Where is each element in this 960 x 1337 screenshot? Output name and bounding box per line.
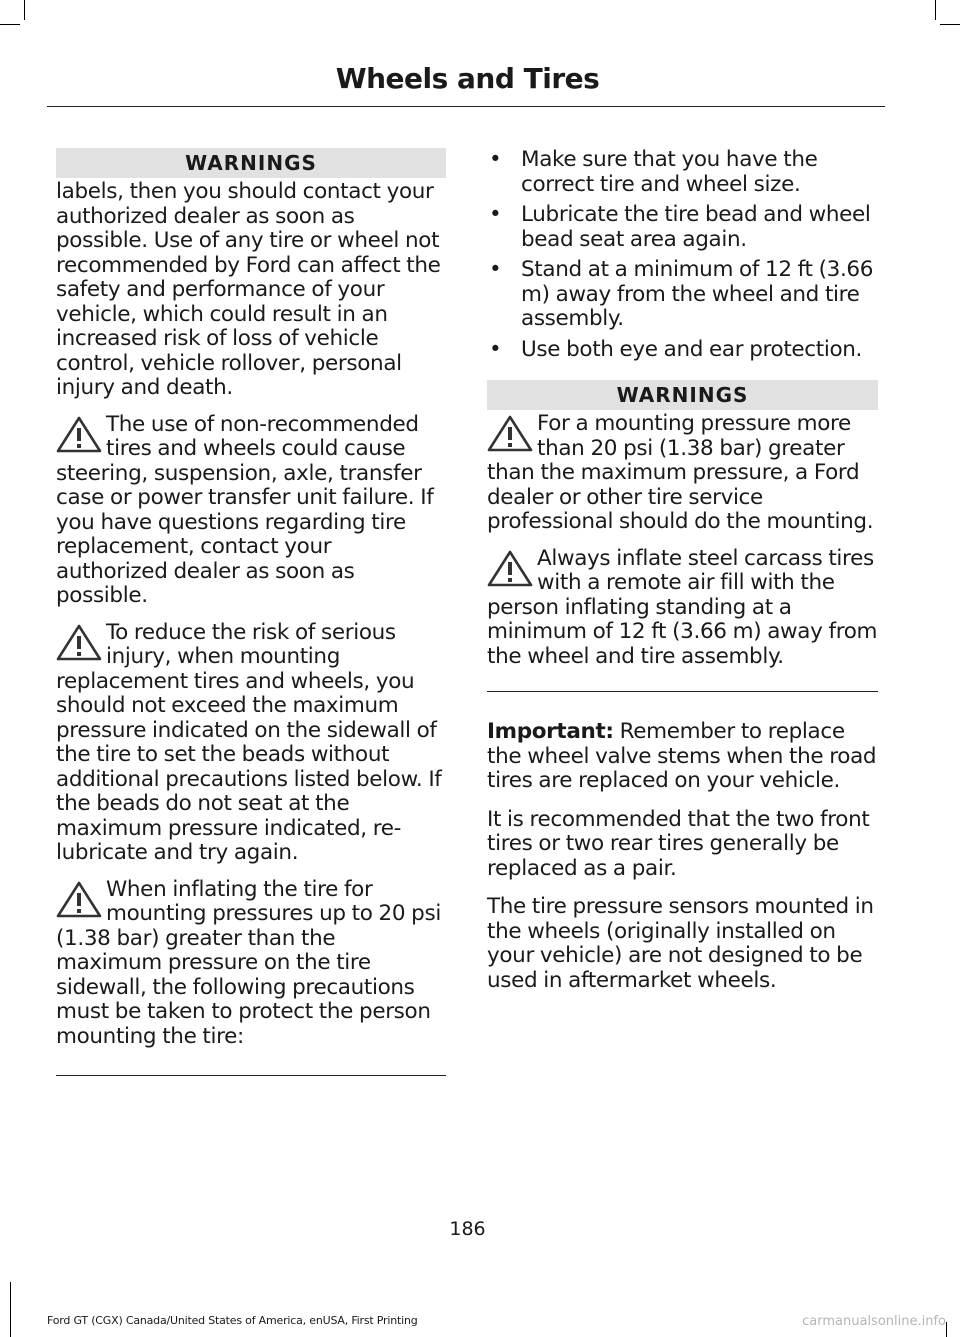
warning-triangle-icon [487, 549, 537, 589]
crop-mark [24, 0, 25, 20]
crop-mark [946, 1322, 947, 1337]
warning-triangle-icon [56, 880, 106, 920]
warning-triangle-icon [487, 414, 537, 454]
warning-item [56, 413, 446, 609]
body-paragraph: It is recommended that the two front tires or two rear tires generally be replaced as a pair. [487, 806, 870, 881]
warning-text: Always inflate steel carcass tires with a remote air fill with the person inflating standing at a minimum of 12 ft (3.66 m) away from the wheel and tire assembly. [487, 545, 878, 669]
crop-mark [0, 24, 20, 25]
footer-text: Ford GT (CGX) Canada/United States of America, enUSA, First Printing [47, 1314, 418, 1327]
warning-item [56, 878, 446, 1050]
warning-item [487, 412, 878, 535]
crop-mark [935, 0, 936, 20]
warning-item [56, 621, 446, 866]
warning-triangle-icon [56, 623, 106, 663]
warning-item [487, 547, 878, 670]
crop-mark [940, 24, 960, 25]
warning-text: The use of non-recommended tires and wheels could cause steering, suspension, axle, transfer case or power transfer unit failure. If you have questions regarding tire replacement, contact your authorized dealer as soon as possible. [56, 411, 434, 608]
page-number: 186 [449, 1218, 486, 1240]
warning-intro-text: labels, then you should contact your authorized dealer as soon as possible. Use of any tire or wheel not recommended by Ford can affect the safety and performance of your vehicle, which could result in an increased risk of loss of vehicle control, vehicle rollover, personal injury and death. [56, 179, 441, 400]
page-title: Wheels and Tires [335, 62, 600, 95]
body-paragraph: The tire pressure sensors mounted in the wheels (originally installed on your vehicle) are not designed to be used in aftermarket wheels. [487, 894, 874, 993]
left-column [56, 148, 446, 1076]
header-rule [47, 106, 885, 107]
watermark: carmanualsonline.info [802, 1314, 946, 1329]
list-item: • Use both eye and ear protection. [489, 336, 863, 362]
warnings-end-rule [56, 1075, 446, 1076]
important-note: Important: Remember to replace the wheel valve stems when the road tires are replaced on your vehicle. [487, 719, 877, 793]
right-column [487, 148, 878, 993]
precautions-list [487, 148, 878, 362]
warning-text: When inflating the tire for mounting pressures up to 20 psi (1.38 bar) greater than the maximum pressure on the tire sidewall, the following precautions must be taken to protect the person mounting the tire: [56, 876, 441, 1049]
warning-triangle-icon [56, 415, 106, 455]
list-item: • Stand at a minimum of 12 ft (3.66 m) away from the wheel and tire assembly. [489, 257, 874, 331]
warning-text: For a mounting pressure more than 20 psi (1.38 bar) greater than the maximum pressure, a Ford dealer or other tire service professional should do the mounting. [487, 411, 874, 534]
warnings-heading: WARNINGS [56, 148, 446, 178]
list-item: • Lubricate the tire bead and wheel bead seat area again. [489, 202, 871, 252]
warning-text: To reduce the risk of serious injury, when mounting replacement tires and wheels, you should not exceed the maximum pressure indicated on the sidewall of the tire to set the beads without additional precautions listed below. If the beads do not seat at the maximum pressure indicated, re-lubricate and try again. [56, 619, 442, 865]
list-item: • Make sure that you have the correct tire and wheel size. [489, 147, 818, 197]
crop-mark [10, 1282, 11, 1337]
warnings-end-rule [487, 691, 878, 692]
warnings-heading: WARNINGS [487, 380, 878, 410]
